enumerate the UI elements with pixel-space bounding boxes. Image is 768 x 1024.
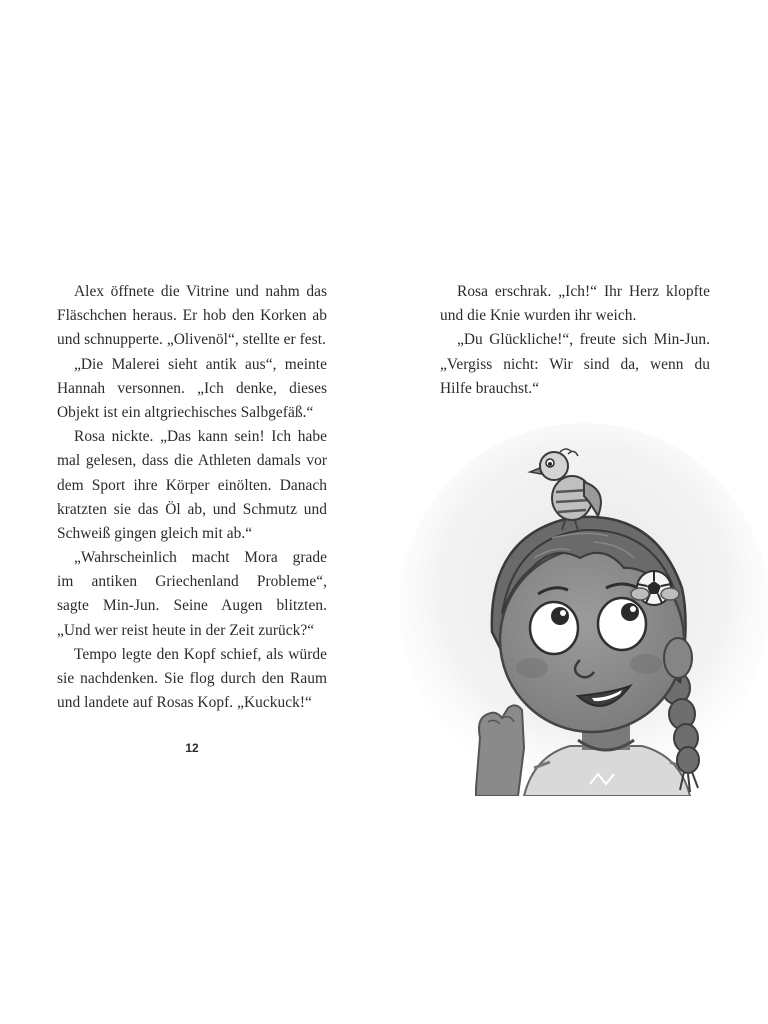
right-page-text (440, 280, 710, 401)
text-line: mal gelesen, dass die Athleten damals vor (57, 452, 327, 470)
text-line: und die Knie wurden ihr weich. (440, 307, 637, 325)
text-line: „Die Malerei sieht antik aus“, meinte (74, 355, 327, 373)
text-line: „Vergiss nicht: Wir sind da, wenn du (440, 355, 710, 373)
text-line: Rosa erschrak. „Ich!“ Ihr Herz klopfte (457, 283, 710, 300)
text-line: Schweiß gingen gleich mit ab.“ (57, 524, 253, 542)
left-eye (530, 602, 578, 654)
text-line: Hilfe brauchst.“ (440, 379, 540, 397)
text-line: Objekt ist ein altgriechisches Salbgefäß.“ (57, 403, 314, 421)
text-line: Tempo legte den Kopf schief, als würde (74, 645, 327, 663)
text-line: sie nachdenken. Sie flog durch den Raum (57, 670, 327, 687)
text-line: „Wahrscheinlich macht Mora grade (74, 549, 327, 567)
text-line: Rosa nickte. „Das kann sein! Ich habe (74, 428, 327, 446)
text-line: „Du Glückliche!“, freute sich Min-Jun. (457, 331, 710, 349)
text-line: Alex öffnete die Vitrine und nahm das (74, 283, 327, 300)
text-line: sagte Min-Jun. Seine Augen blitzten. (57, 597, 327, 615)
text-line: im antiken Griechenland Probleme“, (57, 573, 327, 591)
page-number: 12 (185, 741, 199, 755)
text-line: und landete auf Rosas Kopf. „Kuckuck!“ (57, 694, 312, 712)
left-page-text (57, 280, 327, 715)
text-line: Fläschchen heraus. Er hob den Korken ab (57, 307, 327, 325)
text-line: kratzten sie das Öl ab, und Schmutz und (57, 500, 327, 518)
girl-with-bird-illustration (384, 418, 768, 796)
text-line: und schnupperte. „Olivenöl“, stellte er fest. (57, 331, 326, 349)
text-line: Hannah versonnen. „Ich denke, dieses (57, 379, 327, 397)
book-spread (0, 228, 768, 796)
right-eye (598, 598, 646, 650)
raised-hand (476, 705, 524, 796)
text-line: dem Sport ihre Körper einölten. Danach (57, 476, 327, 494)
ear (664, 638, 692, 678)
text-line: „Und wer reist heute in der Zeit zurück?“ (57, 621, 315, 639)
